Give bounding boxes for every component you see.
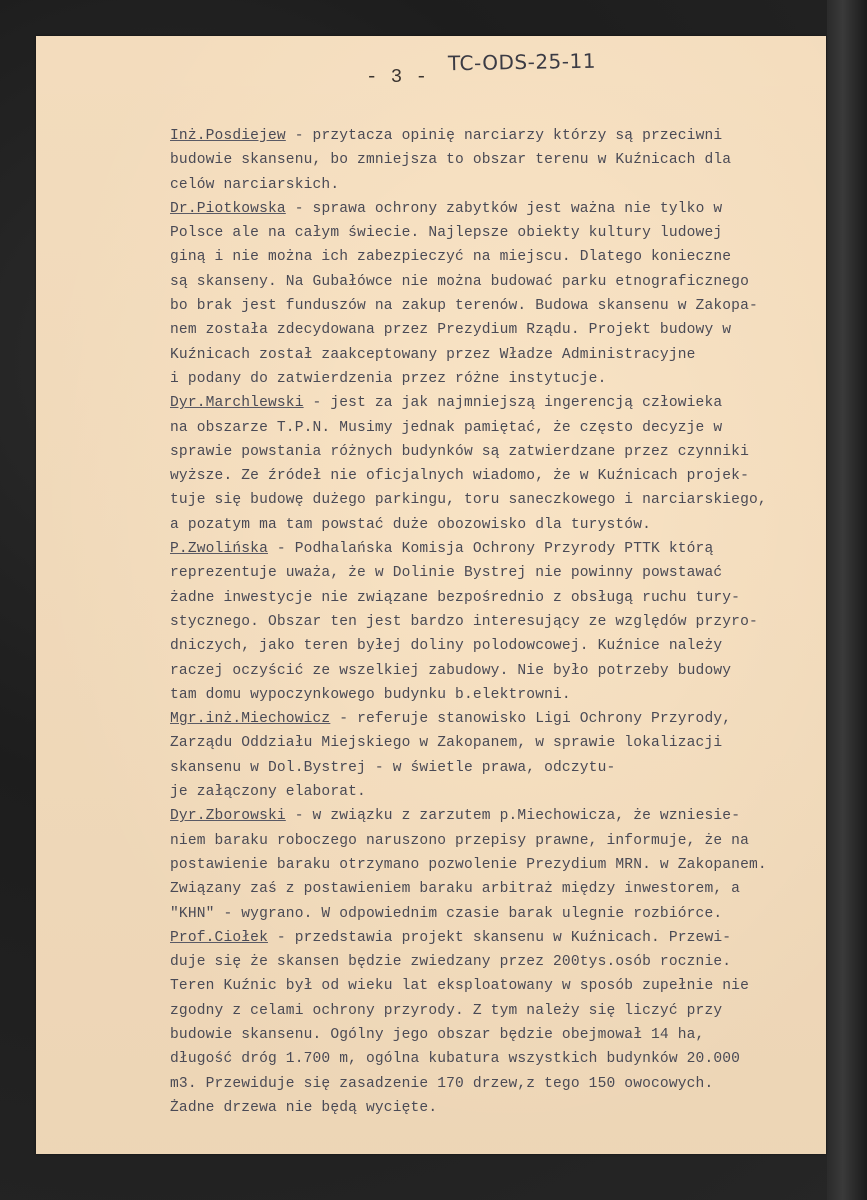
- text-line: [170, 416, 820, 440]
- text-line: [170, 488, 820, 512]
- text-line: [170, 318, 820, 342]
- text-line: [170, 173, 820, 197]
- text-line: [170, 245, 820, 269]
- line-text: bo brak jest funduszów na zakup terenów. Budowa skansenu w Zakopa-: [170, 298, 758, 315]
- line-text: tam domu wypoczynkowego budynku b.elektrowni.: [170, 686, 571, 703]
- line-text: Zarządu Oddziału Miejskiego w Zakopanem, w sprawie lokalizacji: [170, 735, 723, 752]
- line-text: "KHN" - wygrano. W odpowiednim czasie barak ulegnie rozbiórce.: [170, 905, 723, 922]
- line-text: celów narciarskich.: [170, 176, 340, 193]
- text-line: [170, 974, 820, 998]
- text-line: [170, 902, 820, 926]
- document-page: [36, 36, 826, 1154]
- line-text: na obszarze T.P.N. Musimy jednak pamiętać, że często decyzje w: [170, 419, 723, 436]
- line-text: je załączony elaborat.: [170, 784, 366, 801]
- line-text: - referuje stanowisko Ligi Ochrony Przyrody,: [330, 711, 732, 728]
- line-text: Polsce ale na całym świecie. Najlepsze obiekty kultury ludowej: [170, 225, 723, 242]
- archive-code-handwritten: TC-ODS-25-11: [447, 48, 597, 76]
- line-text: stycznego. Obszar ten jest bardzo interesujący ze względów przyro-: [170, 613, 758, 630]
- line-text: skansenu w Dol.Bystrej - w świetle prawa, odczytu-: [170, 759, 616, 776]
- text-line: [170, 367, 820, 391]
- line-text: sprawie powstania różnych budynków są zatwierdzane przez czynniki: [170, 443, 749, 460]
- text-line: [170, 999, 820, 1023]
- text-line: [170, 343, 820, 367]
- line-text: dniczych, jako teren byłej doliny polodowcowej. Kuźnice należy: [170, 638, 723, 655]
- text-line: [170, 683, 820, 707]
- speaker-name: Mgr.inż.Miechowicz: [170, 711, 331, 728]
- line-text: Żadne drzewa nie będą wycięte.: [170, 1099, 438, 1116]
- line-text: wyższe. Ze źródeł nie oficjalnych wiadomo, że w Kuźnicach projek-: [170, 468, 749, 485]
- text-line: [170, 877, 820, 901]
- background-edge: [827, 0, 867, 1200]
- text-line: [170, 294, 820, 318]
- speaker-name: P.Zwolińska: [170, 541, 268, 558]
- line-text: tuje się budowę dużego parkingu, toru saneczkowego i narciarskiego,: [170, 492, 767, 509]
- line-text: postawienie baraku otrzymano pozwolenie Prezydium MRN. w Zakopanem.: [170, 856, 767, 873]
- line-text: m3. Przewiduje się zasadzenie 170 drzew,z tego 150 owocowych.: [170, 1075, 714, 1092]
- text-line: [170, 586, 820, 610]
- text-line: [170, 1023, 820, 1047]
- line-text: Teren Kuźnic był od wieku lat eksploatowany w sposób zupełnie nie: [170, 978, 749, 995]
- speaker-name: Dr.Piotkowska: [170, 200, 286, 217]
- line-text: - Podhalańska Komisja Ochrony Przyrody PTTK którą: [267, 541, 714, 558]
- text-line: [170, 853, 820, 877]
- text-line: [170, 561, 820, 585]
- line-text: a pozatym ma tam powstać duże obozowisko dla turystów.: [170, 516, 652, 533]
- line-text: nem została zdecydowana przez Prezydium Rządu. Projekt budowy w: [170, 322, 732, 339]
- line-text: Kuźnicach został zaakceptowany przez Władze Administracyjne: [170, 346, 696, 363]
- text-line: [170, 391, 820, 415]
- speaker-name: Dyr.Marchlewski: [170, 395, 304, 412]
- line-text: niem baraku roboczego naruszono przepisy prawne, informuje, że na: [170, 832, 749, 849]
- speaker-name: Inż.Posdiejew: [170, 128, 286, 144]
- text-line: [170, 124, 820, 148]
- text-line: [170, 950, 820, 974]
- speaker-name: Prof.Ciołek: [170, 929, 268, 946]
- line-text: budowie skansenu, bo zmniejsza to obszar terenu w Kuźnicach dla: [170, 152, 732, 169]
- text-line: [170, 1096, 820, 1120]
- line-text: długość dróg 1.700 m, ogólna kubatura wszystkich budynków 20.000: [170, 1051, 741, 1068]
- line-text: budowie skansenu. Ogólny jego obszar będzie obejmował 14 ha,: [170, 1026, 705, 1043]
- line-text: - jest za jak najmniejszą ingerencją człowieka: [303, 395, 723, 412]
- line-text: żadne inwestycje nie związane bezpośrednio z obsługą ruchu tury-: [170, 589, 741, 606]
- text-line: [170, 440, 820, 464]
- text-line: [170, 1072, 820, 1096]
- page-number: - 3 -: [366, 66, 429, 88]
- text-line: [170, 221, 820, 245]
- text-line: [170, 537, 820, 561]
- line-text: giną i nie można ich zabezpieczyć na miejscu. Dlatego konieczne: [170, 249, 732, 266]
- text-line: [170, 780, 820, 804]
- text-line: [170, 148, 820, 172]
- text-line: [170, 756, 820, 780]
- text-line: [170, 829, 820, 853]
- line-text: reprezentuje uważa, że w Dolinie Bystrej nie powinny powstawać: [170, 565, 723, 582]
- line-text: Związany zaś z postawieniem baraku arbitraż między inwestorem, a: [170, 881, 741, 898]
- text-line: [170, 197, 820, 221]
- document-body: [170, 124, 820, 1120]
- line-text: zgodny z celami ochrony przyrody. Z tym należy się liczyć przy: [170, 1002, 723, 1019]
- text-line: [170, 659, 820, 683]
- line-text: - przytacza opinię narciarzy którzy są przeciwni: [285, 128, 723, 144]
- text-line: [170, 707, 820, 731]
- text-line: [170, 731, 820, 755]
- text-line: [170, 926, 820, 950]
- line-text: są skanseny. Na Gubałówce nie można budować parku etnograficznego: [170, 273, 749, 290]
- line-text: - w związku z zarzutem p.Miechowicza, że wzniesie-: [285, 808, 741, 825]
- speaker-name: Dyr.Zborowski: [170, 808, 286, 825]
- text-line: [170, 804, 820, 828]
- line-text: - przedstawia projekt skansenu w Kuźnicach. Przewi-: [267, 929, 732, 946]
- text-line: [170, 513, 820, 537]
- text-line: [170, 464, 820, 488]
- text-line: [170, 1047, 820, 1071]
- line-text: i podany do zatwierdzenia przez różne instytucje.: [170, 370, 607, 387]
- line-text: raczej oczyścić ze wszelkiej zabudowy. Nie było potrzeby budowy: [170, 662, 732, 679]
- line-text: duje się że skansen będzie zwiedzany przez 200tys.osób rocznie.: [170, 954, 732, 971]
- text-line: [170, 610, 820, 634]
- text-line: [170, 270, 820, 294]
- text-line: [170, 634, 820, 658]
- line-text: - sprawa ochrony zabytków jest ważna nie tylko w: [285, 200, 723, 217]
